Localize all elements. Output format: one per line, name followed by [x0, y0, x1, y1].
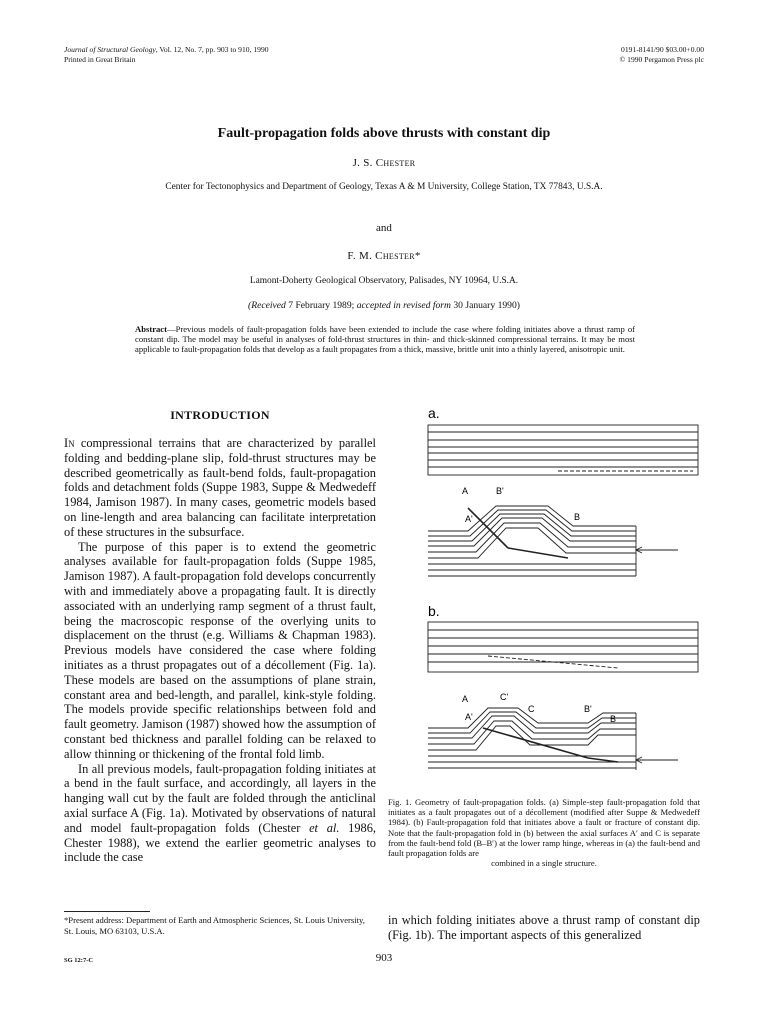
- figure-caption: Fig. 1. Geometry of fault-propagation folds. (a) Simple-step fault-propagation fold that initiates as a fault propagates out of a décollement (modified after Suppe & Medwedeff 1984). (b) Fault-propagation fold that initiates above a fault or fracture of constant dip. Note that the fault-propagation fold in (b) between the axial surfaces A′ and C is separate from the fault-bend fold (B–B′) at the lower ramp hinge, whereas in (a) the fault-bend and fault propagation folds are combined in a single structure.: [388, 797, 700, 869]
- panel-a-label: a.: [428, 405, 440, 421]
- and-separator: and: [376, 222, 392, 234]
- paper-title: Fault-propagation folds above thrusts with constant dip: [217, 126, 551, 141]
- footnote: *Present address: Department of Earth and Atmospheric Sciences, St. Louis University, St. Louis, MO 63103, U.S.A.: [64, 915, 365, 936]
- body-left-column: [64, 436, 376, 865]
- fig-label-a-Ap: A': [465, 514, 473, 524]
- journal-volume: , Vol. 12, No. 7, pp. 903 to 910, 1990: [155, 45, 269, 54]
- body-right-column-text: in which folding initiates above a thrust ramp of constant dip (Fig. 1b). The important aspects of this generalized: [388, 913, 700, 942]
- paragraph-2: The purpose of this paper is to extend the geometric analyses available for fault-propagation folds (Suppe 1985, Jamison 1987). A fault-propagation fold develops concurrently with and immediately above a propagating fault. It is directly associated with an underlying ramp segment of a thrust fault, being the macroscopic response of the overlying units to displacement on the thrust (e.g. Williams & Chapman 1983). Previous models have considered the case where folding initiates as a thrust propagates out of a décollement (Fig. 1a). These models are based on the assumptions of plane strain, constant area and bed-length, and parallel, kink-style folding. The models provide specific relationships between fold and fault geometry. Jamison (1987) showed how the assumption of constant bed thickness and parallel folding can be relaxed to allow thinning or thickening of the frontal fold limb.: [64, 539, 376, 761]
- printed-note: Printed in Great Britain: [64, 55, 136, 64]
- section-heading: INTRODUCTION: [170, 408, 270, 422]
- fig-label-a-Bp: B': [496, 486, 504, 496]
- affiliation-1: Center for Tectonophysics and Department of Geology, Texas A & M University, College Station, TX 77843, U.S.A.: [165, 182, 603, 192]
- abstract: [135, 324, 635, 355]
- figure-1: [388, 398, 700, 790]
- fig-label-b-Cp: C': [500, 692, 509, 702]
- copyright-note: © 1990 Pergamon Press plc: [619, 55, 704, 64]
- fig-label-b-Bp: B': [584, 704, 592, 714]
- affiliation-2: Lamont-Doherty Geological Observatory, Palisades, NY 10964, U.S.A.: [249, 276, 519, 286]
- received-line: (Received 7 February 1989; accepted in revised form 30 January 1990): [248, 300, 520, 311]
- footnote-rule: [64, 911, 150, 912]
- panel-b-label: b.: [428, 603, 440, 619]
- fig-label-b-B: B: [610, 714, 617, 724]
- fig-label-a-B: B: [574, 512, 581, 522]
- author-1: J. S. Chester: [352, 157, 416, 169]
- journal-name: Journal of Structural Geology: [64, 45, 156, 54]
- abstract-label: Abstract: [135, 324, 167, 334]
- panel-a-undeformed: [428, 425, 698, 475]
- author-2: F. M. Chester*: [347, 250, 421, 262]
- paragraph-3: In all previous models, fault-propagation folding initiates at a bend in the fault surface, and accordingly, all layers in the hanging wall cut by the fault are folded through the anticlinal axial surface A (Fig. 1a). Motivated by observations of natural and model fault-propagation folds (Chester et al. 1986, Chester 1988), we extend the earlier geometric analyses to include the case: [64, 761, 377, 865]
- fig-label-b-A: A: [462, 694, 469, 704]
- running-header-left: [64, 45, 269, 65]
- page-number: 903: [375, 952, 393, 964]
- paragraph-1: In compressional terrains that are characterized by parallel folding and bedding-plane slip, fold-thrust structures may be described geometrically as fault-bend folds, fault-propagation folds and detachment folds (Suppe 1983, Suppe & Medwedeff 1984, Jamison 1987). In many cases, geometric models based on line-length and area balancing can facilitate interpretation of these structures in the subsurface.: [64, 436, 376, 539]
- fig-label-b-Ap: A': [465, 712, 473, 722]
- issn-code: 0191-8141/90 $03.00+0.00: [621, 45, 704, 54]
- fig-label-b-C: C: [528, 704, 535, 714]
- abstract-text: —Previous models of fault-propagation folds have been extended to include the case where folding initiates above a thrust ramp of constant dip. The model may be useful in analyses of fold-thrust structures in thin- and thick-skinned compressional terrains. It may be most applicable to fault-propagation folds that develop as a fault propagates from a thick, massive, brittle unit into a thinly layered, anisotropic unit.: [135, 324, 635, 355]
- panel-b-undeformed: [428, 622, 698, 672]
- bottom-code: SG 12:7-C: [64, 957, 94, 964]
- running-header-right: [619, 45, 704, 65]
- fig-label-a-A: A: [462, 486, 469, 496]
